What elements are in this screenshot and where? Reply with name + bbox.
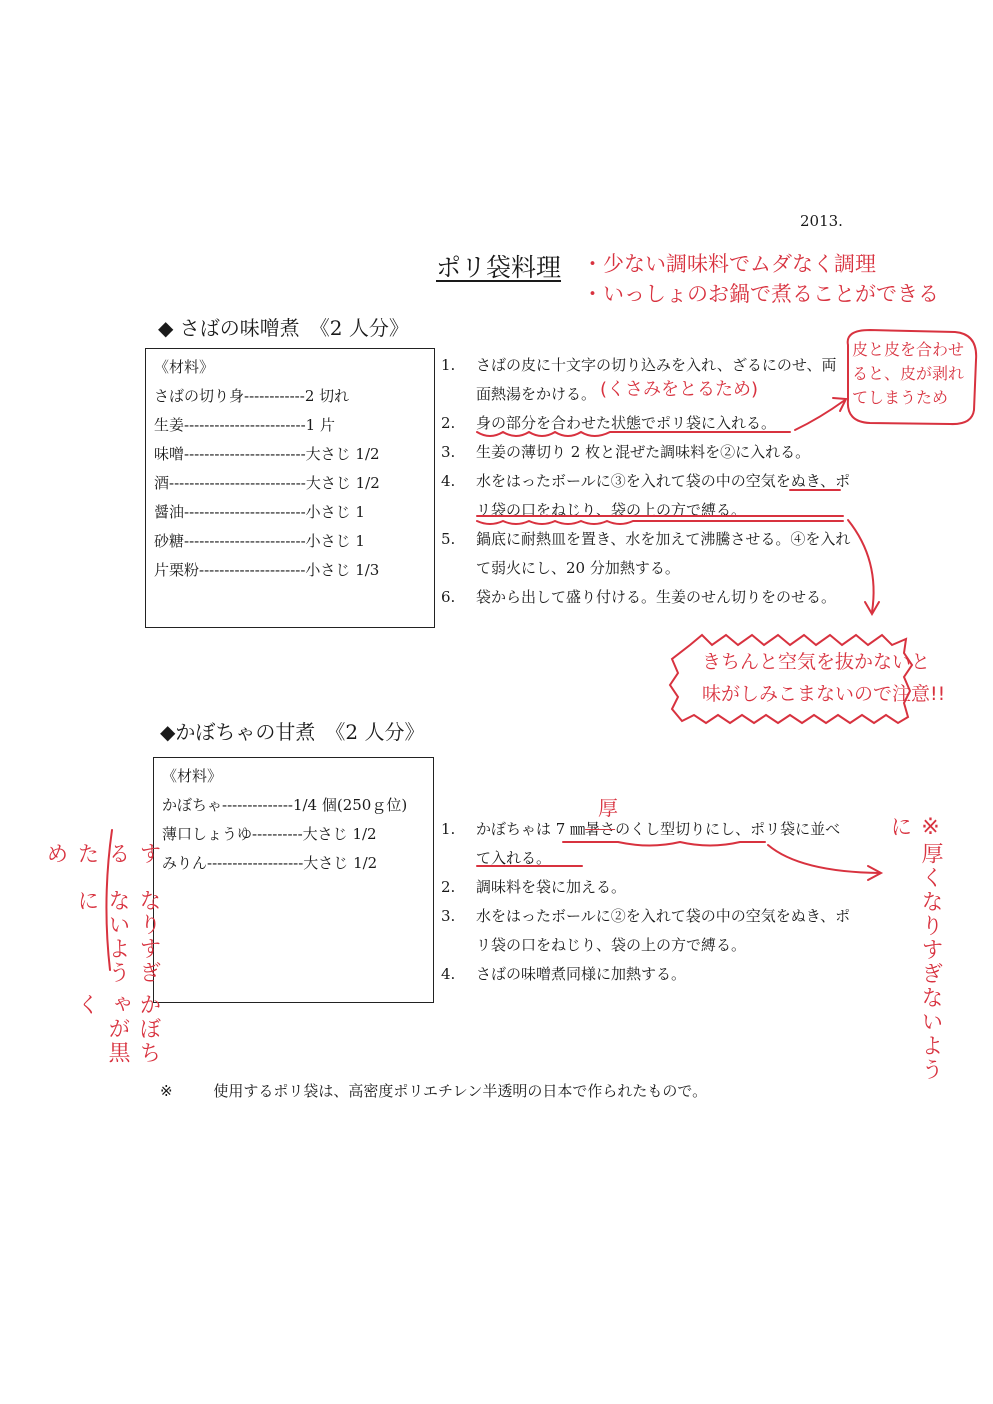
- material-item: 砂糖------------------------小さじ 1: [154, 532, 365, 550]
- handwritten-note-1: ・少ない調味料でムダなく調理: [582, 252, 876, 276]
- underline-step4-double: [477, 516, 843, 524]
- underline-step2: [477, 432, 790, 436]
- section-title-kabocha: ◆かぼちゃの甘煮 《2 人分》: [160, 720, 425, 744]
- step-item: 6. 袋から出して盛り付ける。生姜のせん切りをのせる。: [441, 588, 837, 606]
- arrow-to-skin-note: [795, 400, 845, 430]
- step-item: 1. さばの皮に十文字の切り込みを入れ、ざるにのせ、両面熱湯をかける。: [441, 356, 837, 403]
- step-item: 4. さばの味噌煮同様に加熱する。: [441, 965, 687, 983]
- handwritten-step1-note: (くさみをとるため): [600, 379, 759, 400]
- materials-heading: 《材料》: [162, 767, 223, 785]
- step-item: 4. 水をはったボールに③を入れて袋の中の空気をぬき、ポリ袋の口をねじり、袋の上の方で縛る。: [441, 472, 851, 519]
- material-item: 醤油------------------------小さじ 1: [154, 503, 365, 521]
- underline-kabocha-step1: [563, 842, 765, 846]
- material-item: 味噌------------------------大さじ 1/2: [154, 445, 380, 463]
- material-item: 酒---------------------------大さじ 1/2: [154, 474, 380, 492]
- material-item: かぼちゃ--------------1/4 個(250ｇ位): [162, 796, 408, 814]
- arrow-to-right-note: [768, 845, 880, 873]
- material-item: さばの切り身------------2 切れ: [154, 387, 350, 405]
- handwritten-skin-note: 皮と皮を合わせると、皮が剥れてしまうため: [852, 340, 965, 407]
- step-item: 5. 鍋底に耐熱皿を置き、水を加えて沸騰させる。④を入れて弱火にし、20 分加熱する。: [441, 530, 851, 577]
- handwritten-right-note: ※厚くなりすぎないように: [887, 815, 943, 1082]
- handwritten-note-2: ・いっしょのお鍋で煮ることができる: [582, 282, 939, 306]
- materials-heading: 《材料》: [154, 358, 215, 376]
- handwritten-left-note: かぼちゃが黒く なりすぎないように するため: [43, 842, 161, 1065]
- material-item: みりん-------------------大さじ 1/2: [162, 854, 378, 872]
- handwritten-air-note: きちんと空気を抜かないと味がしみこまないので注意!!: [702, 651, 946, 705]
- material-item: 生姜------------------------1 片: [154, 416, 335, 434]
- footer-text: 使用するポリ袋は、高密度ポリエチレン半透明の日本で作られたもので。: [213, 1082, 708, 1100]
- section-title-saba: ◆ さばの味噌煮 《2 人分》: [158, 316, 409, 340]
- material-item: 片栗粉---------------------小さじ 1/3: [154, 561, 380, 579]
- step-item: 3. 生姜の薄切り 2 枚と混ぜた調味料を②に入れる。: [441, 443, 811, 461]
- bubble-air-note: [670, 635, 912, 723]
- handwritten-correction: 厚: [598, 796, 618, 820]
- struck-text: 暑さ: [585, 820, 616, 838]
- document-year: 2013.: [800, 212, 843, 230]
- step-item: 3. 水をはったボールに②を入れて袋の中の空気をぬき、ポリ袋の口をねじり、袋の上の方で縛る。: [441, 907, 851, 954]
- step-item: 1. かぼちゃは 7 ㎜暑さのくし型切りにし、ポリ袋に並べて入れる。: [441, 820, 841, 867]
- bracket-left-note: [106, 830, 112, 970]
- footer-mark: ※: [160, 1082, 173, 1100]
- arrow-to-air-note: [848, 520, 874, 612]
- page-title: ポリ袋料理: [436, 253, 562, 282]
- step-item: 2. 身の部分を合わせた状態でポリ袋に入れる。: [441, 414, 777, 432]
- step-item: 2. 調味料を袋に加える。: [441, 878, 627, 896]
- material-item: 薄口しょうゆ----------大さじ 1/2: [162, 825, 377, 843]
- bubble-skin-note: [848, 330, 976, 424]
